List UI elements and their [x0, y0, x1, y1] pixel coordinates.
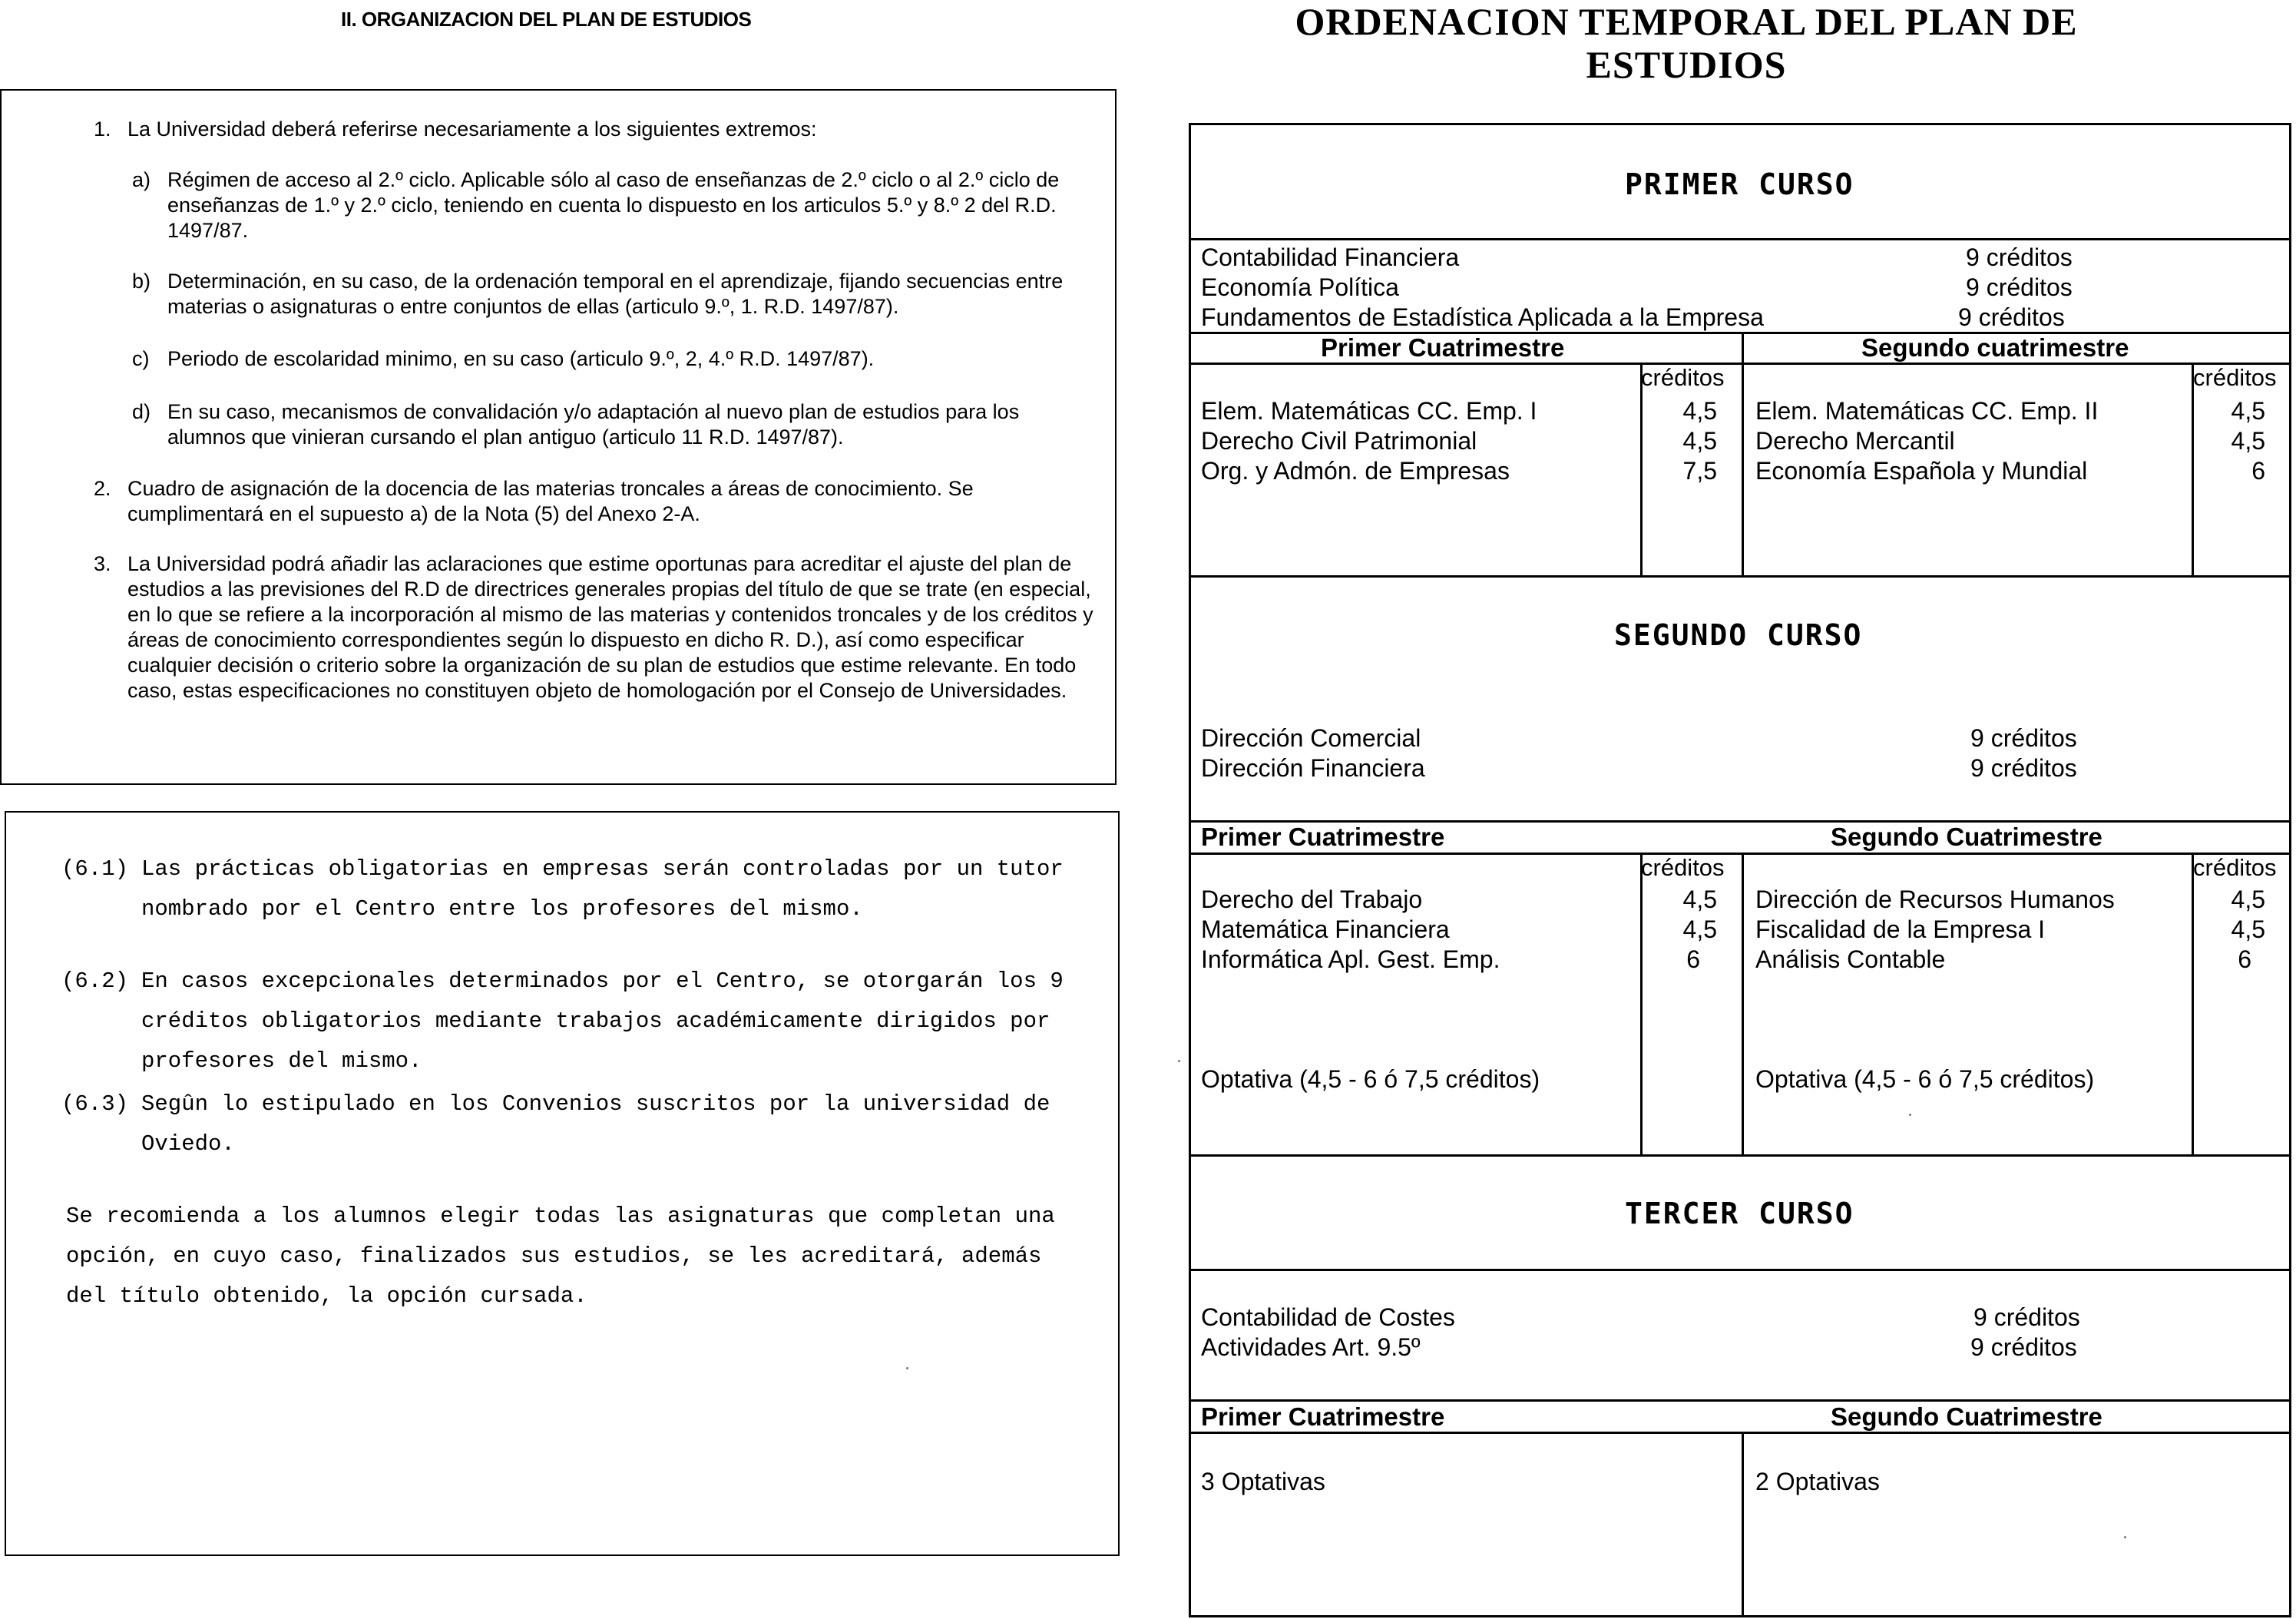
- sub-label: a): [132, 168, 151, 191]
- semester-title: Segundo Cuatrimestre: [1831, 823, 2102, 851]
- section-header: II. ORGANIZACION DEL PLAN DE ESTUDIOS: [341, 8, 752, 31]
- column-divider: [2192, 853, 2194, 1157]
- subject-name: Derecho del Trabajo: [1201, 886, 1423, 913]
- subject-credits: 9 créditos: [1970, 1333, 2077, 1361]
- semester-title: Primer Cuatrimestre: [1321, 333, 1565, 362]
- item-text: Cuadro de asignación de la docencia de las materias troncales a áreas de conocimiento. Se cumplimentará en el supuesto a) de la Nota (5) del Anexo 2-A.: [127, 477, 974, 525]
- divider: [1189, 1269, 2291, 1271]
- scan-speck: [2124, 1536, 2126, 1538]
- subject-credits: 4,5: [2231, 397, 2265, 425]
- divider: [1189, 1399, 2291, 1402]
- subject-credits: 9 créditos: [1958, 303, 2065, 331]
- scan-speck: [906, 1367, 908, 1369]
- subject-name: Derecho Mercantil: [1755, 427, 1955, 455]
- subject-credits: 4,5: [1682, 886, 1717, 913]
- course-title: TERCER CURSO: [1625, 1197, 1854, 1230]
- semester-title: Segundo cuatrimestre: [1861, 333, 2129, 362]
- optativa-note: Optativa (4,5 - 6 ó 7,5 créditos): [1201, 1065, 1540, 1093]
- subject-credits: 4,5: [1682, 915, 1717, 943]
- subject-name: Contabilidad de Costes: [1201, 1303, 1455, 1331]
- notes-box: [5, 811, 1120, 1556]
- subject-credits: 9 créditos: [1973, 1303, 2080, 1331]
- sub-text: Régimen de acceso al 2.º ciclo. Aplicable sólo al caso de enseñanzas de 2.º ciclo o al 2.º ciclo de enseñanzas de 1.º y 2.º ciclo, teniendo en cuenta lo dispuesto en los articulos 5.º y 8.º 2 del R.D. 1497/87.: [167, 168, 1060, 242]
- credits-header: créditos: [1641, 854, 1725, 881]
- subject-name: Matemática Financiera: [1201, 915, 1450, 943]
- subject-credits: 4,5: [2231, 886, 2265, 913]
- subject-name: Dirección de Recursos Humanos: [1755, 886, 2115, 913]
- optativas-count: 2 Optativas: [1755, 1468, 1880, 1495]
- optativas-count: 3 Optativas: [1201, 1468, 1325, 1495]
- sub-label: d): [132, 400, 151, 423]
- subject-name: Fundamentos de Estadística Aplicada a la Empresa: [1201, 303, 1764, 331]
- optativa-note: Optativa (4,5 - 6 ó 7,5 créditos): [1755, 1065, 2095, 1093]
- subject-name: Dirección Financiera: [1201, 754, 1425, 782]
- semester-title: Primer Cuatrimestre: [1201, 823, 1445, 851]
- subject-name: Informática Apl. Gest. Emp.: [1201, 945, 1500, 973]
- item-text: La Universidad deberá referirse necesariamente a los siguientes extremos:: [127, 118, 817, 141]
- plan-title: ORDENACION TEMPORAL DEL PLAN DE ESTUDIOS: [1295, 0, 2078, 86]
- divider: [1189, 363, 2291, 365]
- subject-credits: 6: [1686, 945, 1700, 973]
- note-number: (6.3): [61, 1091, 129, 1117]
- note-number: (6.2): [61, 968, 129, 994]
- column-divider: [1742, 332, 1744, 578]
- sub-text: Periodo de escolaridad minimo, en su caso (articulo 9.º, 2, 4.º R.D. 1497/87).: [167, 347, 875, 370]
- item-text: La Universidad podrá añadir las aclaraciones que estime oportunas para acreditar el ajuste del plan de estudios a las previsiones del R.D de directrices generales propias del título de que se trate (en especial, en lo que se refiere a la incorporación al mismo de las materias y contenidos troncales y de los créditos y áreas de conocimiento correspondientes según lo dispuesto en dicho R. D.), así como especificar cualquier decisión o criterio sobre la organización de su plan de estudios que estime relevante. En todo caso, estas especificaciones no constituyen objeto de homologación por el Consejo de Universidades.: [127, 552, 1093, 702]
- subject-name: Fiscalidad de la Empresa I: [1755, 915, 2046, 943]
- credits-header: créditos: [2193, 364, 2277, 391]
- sub-label: c): [132, 347, 150, 370]
- subject-credits: 4,5: [2231, 427, 2265, 455]
- subject-credits: 6: [2251, 457, 2265, 485]
- subject-credits: 4,5: [1682, 397, 1717, 425]
- item-number: 1.: [94, 118, 111, 141]
- subject-name: Economía Española y Mundial: [1755, 457, 2088, 485]
- subject-credits: 9 créditos: [1970, 724, 2077, 752]
- column-divider: [1640, 853, 1643, 1157]
- divider: [1189, 853, 2291, 855]
- subject-credits: 7,5: [1682, 457, 1717, 485]
- note-text: Segûn lo estipulado en los Convenios suscritos por la universidad de Oviedo.: [141, 1091, 1050, 1157]
- scan-speck: [1178, 1060, 1180, 1062]
- credits-header: créditos: [1641, 364, 1725, 391]
- subject-name: Elem. Matemáticas CC. Emp. I: [1201, 397, 1537, 425]
- item-number: 3.: [94, 552, 111, 575]
- subject-credits: 6: [2238, 945, 2251, 973]
- subject-name: Derecho Civil Patrimonial: [1201, 427, 1477, 455]
- scan-speck: [1909, 1114, 1911, 1116]
- course-title: SEGUNDO CURSO: [1614, 618, 1863, 652]
- subject-name: Elem. Matemáticas CC. Emp. II: [1755, 397, 2099, 425]
- note-text: En casos excepcionales determinados por el Centro, se otorgarán los 9 créditos obligatorios mediante trabajos académicamente dirigidos por profesores del mismo.: [141, 968, 1064, 1074]
- subject-name: Análisis Contable: [1755, 945, 1946, 973]
- semester-title: Primer Cuatrimestre: [1201, 1402, 1445, 1431]
- column-divider: [1640, 363, 1643, 578]
- sub-text: En su caso, mecanismos de convalidación y/o adaptación al nuevo plan de estudios para los alumnos que vinieran cursando el plan antiguo (articulo 11 R.D. 1497/87).: [167, 400, 1020, 449]
- course-title: PRIMER CURSO: [1625, 167, 1854, 201]
- subject-credits: 9 créditos: [1966, 273, 2073, 301]
- subject-name: Dirección Comercial: [1201, 724, 1421, 752]
- divider: [1189, 1432, 2291, 1434]
- subject-name: Org. y Admón. de Empresas: [1201, 457, 1510, 485]
- column-divider: [1742, 1432, 1744, 1617]
- subject-credits: 9 créditos: [1966, 243, 2073, 271]
- divider: [1189, 238, 2291, 240]
- note-number: (6.1): [61, 856, 129, 882]
- column-divider: [2192, 363, 2194, 578]
- subject-credits: 9 créditos: [1970, 754, 2077, 782]
- column-divider: [1742, 853, 1744, 1157]
- item-number: 2.: [94, 477, 111, 500]
- subject-credits: 4,5: [2231, 915, 2265, 943]
- instructions-box: [0, 89, 1117, 785]
- subject-name: Contabilidad Financiera: [1201, 243, 1460, 271]
- sub-text: Determinación, en su caso, de la ordenación temporal en el aprendizaje, fijando secuencias entre materias o asignaturas o entre conjuntos de ellas (articulo 9.º, 1. R.D. 1497/87).: [167, 270, 1064, 318]
- note-text: Las prácticas obligatorias en empresas serán controladas por un tutor nombrado por el Centro entre los profesores del mismo.: [141, 856, 1064, 922]
- credits-header: créditos: [2193, 854, 2277, 881]
- subject-credits: 4,5: [1682, 427, 1717, 455]
- semester-title: Segundo Cuatrimestre: [1831, 1402, 2102, 1431]
- sub-label: b): [132, 270, 151, 293]
- recommendation-text: Se recomienda a los alumnos elegir todas las asignaturas que completan una opción, en cuyo caso, finalizados sus estudios, se les acreditará, además del título obtenido, la opción cursada.: [66, 1203, 1055, 1309]
- subject-name: Economía Política: [1201, 273, 1399, 301]
- subject-name: Actividades Art. 9.5º: [1201, 1333, 1421, 1361]
